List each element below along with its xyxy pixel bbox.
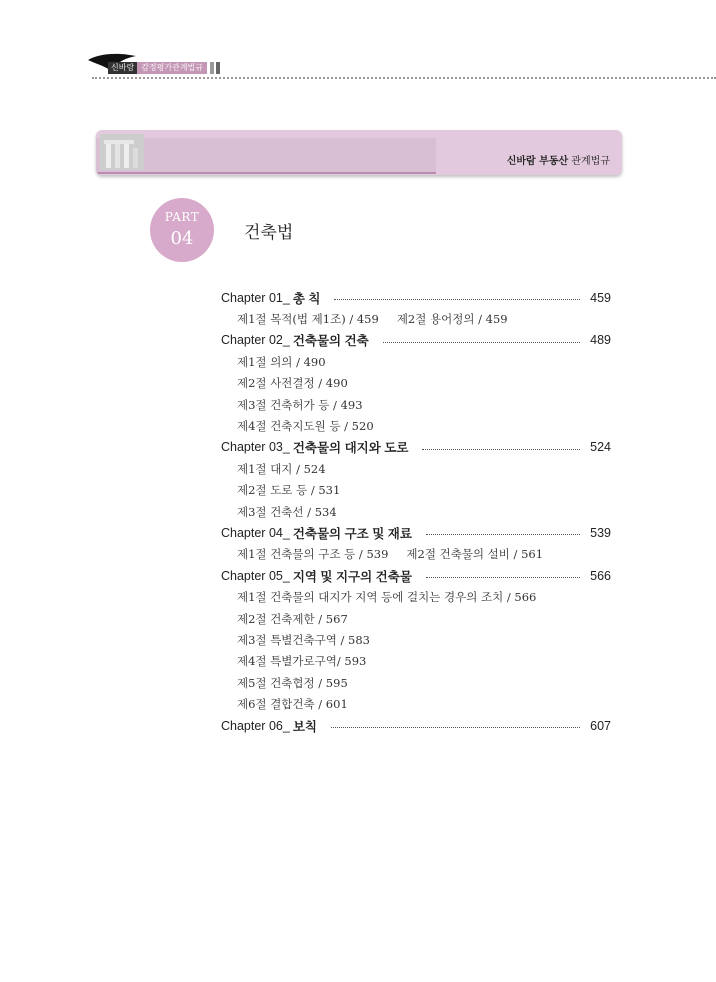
section-entry: 제6절 결합건축 / 601 <box>237 697 348 712</box>
dot-leader <box>422 449 580 450</box>
section-entry: 제3절 건축선 / 534 <box>237 504 337 519</box>
section-entry: 제5절 건축협정 / 595 <box>237 675 348 690</box>
section-entry: 제3절 건축허가 등 / 493 <box>237 397 363 412</box>
dot-leader <box>383 342 580 343</box>
section-entry: 제1절 건축물의 구조 등 / 539 <box>237 547 389 562</box>
banner-brand: 신바람 부동산 <box>506 156 569 167</box>
section-entry: 제1절 대지 / 524 <box>237 461 326 476</box>
toc-section-row <box>221 672 611 693</box>
section-entry: 제2절 사전결정 / 490 <box>237 376 348 391</box>
toc-chapter-row <box>221 715 611 736</box>
toc-section-row <box>221 373 611 394</box>
chapter-page-number: 489 <box>590 333 611 348</box>
header-decor-block <box>210 62 214 74</box>
part-title: 건축법 <box>244 223 294 243</box>
toc-chapter-row <box>221 522 611 543</box>
toc-section-row <box>221 693 611 714</box>
toc-section-row <box>221 458 611 479</box>
chapter-page-number: 566 <box>590 568 611 583</box>
section-entry: 제2절 건축물의 설비 / 561 <box>406 547 544 562</box>
toc-section-row <box>221 501 611 522</box>
section-entry: 제4절 특별가로구역/ 593 <box>237 654 367 669</box>
chapter-title: 건축물의 건축 <box>292 334 369 349</box>
section-entry: 제2절 건축제한 / 567 <box>237 611 348 626</box>
section-entry: 제2절 도로 등 / 531 <box>237 483 341 498</box>
chapter-label: Chapter 04_ <box>221 525 290 540</box>
section-entry: 제1절 목적(법 제1조) / 459 <box>237 312 379 327</box>
header-tag <box>108 61 220 74</box>
header-brand: 신바람 <box>108 62 137 74</box>
part-label: PART <box>164 210 200 224</box>
dot-leader <box>426 534 580 535</box>
chapter-label: Chapter 01_ <box>221 290 290 305</box>
toc-chapter-row <box>221 437 611 458</box>
toc-section-row <box>221 651 611 672</box>
header-series: 감정평가관계법규 <box>137 62 207 74</box>
part-badge <box>150 198 214 262</box>
chapter-label: Chapter 06_ <box>221 718 290 733</box>
toc-section-row <box>221 608 611 629</box>
part-number: 04 <box>170 228 194 249</box>
banner-subject: 관계법규 <box>571 156 610 167</box>
section-entry: 제3절 특별건축구역 / 583 <box>237 632 370 647</box>
chapter-page-number: 607 <box>590 718 611 733</box>
banner-title <box>507 152 610 167</box>
section-entry: 제1절 의의 / 490 <box>237 354 326 369</box>
toc-chapter-row <box>221 565 611 586</box>
chapter-title: 건축물의 대지와 도로 <box>292 441 409 456</box>
chapter-title: 보칙 <box>292 719 317 734</box>
section-entry: 제1절 건축물의 대지가 지역 등에 걸치는 경우의 조치 / 566 <box>237 590 537 605</box>
chapter-label: Chapter 02_ <box>221 333 290 348</box>
toc-section-row <box>221 308 611 329</box>
dot-leader <box>426 577 580 578</box>
chapter-title: 지역 및 지구의 건축물 <box>292 569 412 584</box>
chapter-label: Chapter 05_ <box>221 568 290 583</box>
dot-leader <box>334 299 580 300</box>
greek-column-photo <box>100 134 144 170</box>
chapter-title: 총 칙 <box>292 291 321 306</box>
chapter-page-number: 459 <box>590 290 611 305</box>
header-divider <box>92 77 716 79</box>
toc-section-row <box>221 586 611 607</box>
chapter-label: Chapter 03_ <box>221 440 290 455</box>
toc-section-row <box>221 544 611 565</box>
section-entry: 제4절 건축지도원 등 / 520 <box>237 419 374 434</box>
chapter-page-number: 524 <box>590 440 611 455</box>
chapter-banner <box>96 130 622 175</box>
toc-section-row <box>221 394 611 415</box>
section-entry: 제2절 용어정의 / 459 <box>396 312 508 327</box>
table-of-contents <box>221 287 611 736</box>
dot-leader <box>331 727 580 728</box>
toc-section-row <box>221 351 611 372</box>
toc-section-row <box>221 415 611 436</box>
chapter-title: 건축물의 구조 및 재료 <box>292 526 412 541</box>
banner-band <box>96 138 436 174</box>
toc-chapter-row <box>221 287 611 308</box>
toc-chapter-row <box>221 330 611 351</box>
header-decor-block <box>216 62 220 74</box>
toc-section-row <box>221 629 611 650</box>
chapter-page-number: 539 <box>590 525 611 540</box>
toc-section-row <box>221 480 611 501</box>
